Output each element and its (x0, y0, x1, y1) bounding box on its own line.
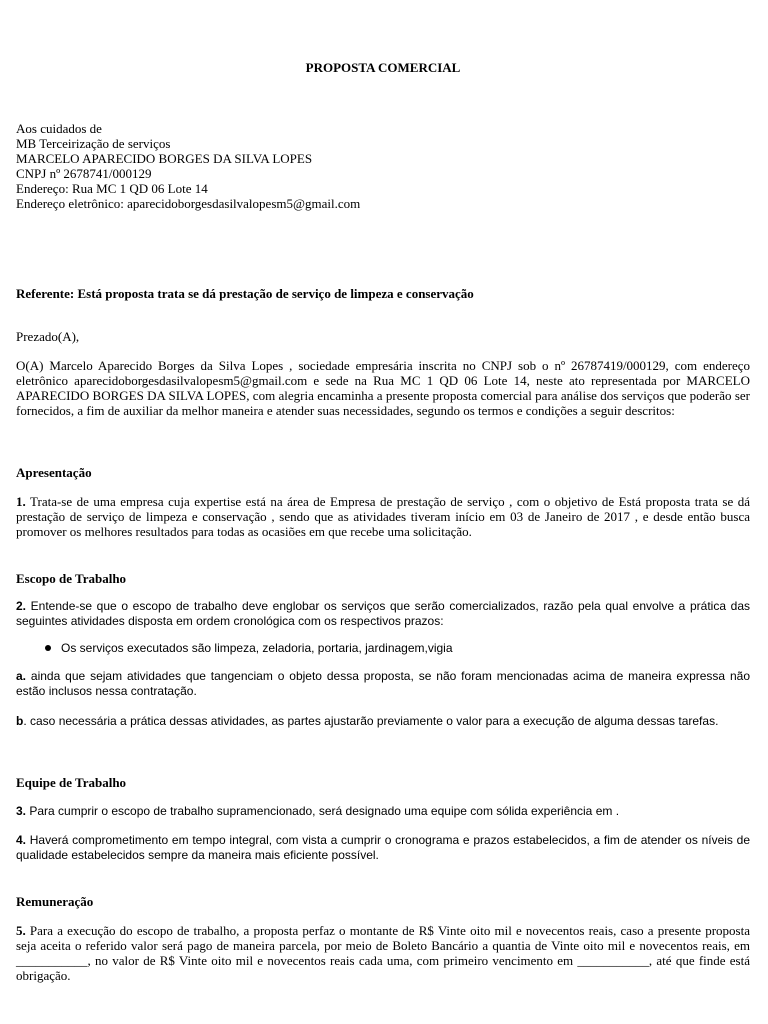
paragraph-4 (16, 833, 750, 863)
paragraph-number: 3. (16, 804, 27, 818)
cnpj-line: CNPJ nº 2678741/000129 (16, 166, 152, 181)
clause-a (16, 669, 750, 699)
company-line: MB Terceirização de serviços (16, 136, 171, 151)
paragraph-text: Haverá comprometimento em tempo integral, com vista a cumprir o cronograma e prazos estabelecidos, a fim de atender os níveis de qualidade estabelecidos sempre da maneira mais eficiente possível. (16, 833, 750, 862)
clause-text: . caso necessária a prática dessas atividades, as partes ajustarão previamente o valor para a execução de alguma dessas tarefas. (23, 714, 719, 728)
email-line: Endereço eletrônico: aparecidoborgesdasilvalopesm5@gmail.com (16, 196, 361, 211)
paragraph-1 (16, 494, 750, 539)
paragraph-number: 2. (16, 599, 27, 613)
paragraph-text: Para a execução do escopo de trabalho, a proposta perfaz o montante de R$ Vinte oito mil e novecentos reais, caso a presente proposta seja aceita o referido valor será pago de maneira parcela, por meio de Boleto Bancário a quantia de Vinte oito mil e novecentos reais, em ___________, no valor de R$ Vinte oito mil e novecentos reais cada uma, com primeiro vencimento em ___________, até que finde está obrigação. (16, 923, 750, 983)
clause-label: b (16, 714, 24, 728)
paragraph-2 (16, 599, 750, 629)
list-item-text: Os serviços executados são limpeza, zeladoria, portaria, jardinagem,vigia (61, 641, 453, 655)
heading-escopo: Escopo de Trabalho (16, 571, 127, 586)
paragraph-5 (16, 923, 750, 983)
attention-line: Aos cuidados de (16, 121, 102, 136)
paragraph-text: Entende-se que o escopo de trabalho deve englobar os serviços que serão comercializados, razão pela qual envolve a prática das seguintes atividades disposta em ordem cronológica com os respectivos prazos: (16, 599, 750, 628)
intro-paragraph: O(A) Marcelo Aparecido Borges da Silva Lopes , sociedade empresária inscrita no CNPJ sob o nº 26787419/000129, com endereço eletrônico aparecidoborgesdasilvalopesm5@gmail.com e sede na Rua MC 1 QD 06 Lote 14, neste ato representada por MARCELO APARECIDO BORGES DA SILVA LOPES, com alegria encaminha a presente proposta comercial para análise dos serviços que poderão ser fornecidos, a fim de auxiliar da melhor maneira e atender suas necessidades, segundo os termos e condições a seguir descritos: (16, 358, 750, 418)
clause-text: ainda que sejam atividades que tangenciam o objeto dessa proposta, se não foram mencionadas acima de maneira expressa não estão inclusos nessa contratação. (16, 669, 750, 698)
heading-remuneracao: Remuneração (16, 894, 94, 909)
paragraph-3 (16, 804, 750, 819)
clause-label: a. (16, 669, 27, 683)
recipient-address (16, 121, 750, 211)
paragraph-number: 1. (16, 494, 26, 509)
heading-apresentacao: Apresentação (16, 465, 92, 480)
document-title: PROPOSTA COMERCIAL (305, 60, 461, 75)
heading-equipe: Equipe de Trabalho (16, 775, 127, 790)
paragraph-number: 4. (16, 833, 27, 847)
clause-b (16, 714, 750, 729)
paragraph-number: 5. (16, 923, 26, 938)
greeting: Prezado(A), (16, 329, 80, 344)
reference-line: Referente: Está proposta trata se dá prestação de serviço de limpeza e conservação (16, 286, 474, 301)
recipient-name: MARCELO APARECIDO BORGES DA SILVA LOPES (16, 151, 313, 166)
paragraph-text: Para cumprir o escopo de trabalho supramencionado, será designado uma equipe com sólida experiência em . (26, 804, 620, 818)
bullet-icon (45, 645, 51, 651)
paragraph-text: Trata-se de uma empresa cuja expertise está na área de Empresa de prestação de serviço , com o objetivo de Está proposta trata se dá prestação de serviço de limpeza e conservação , sendo que as atividades tiveram início em 03 de Janeiro de 2017 , e desde então busca promover os melhores resultados para todas as ocasiões em que recebe uma solicitação. (16, 494, 750, 539)
street-line: Endereço: Rua MC 1 QD 06 Lote 14 (16, 181, 208, 196)
